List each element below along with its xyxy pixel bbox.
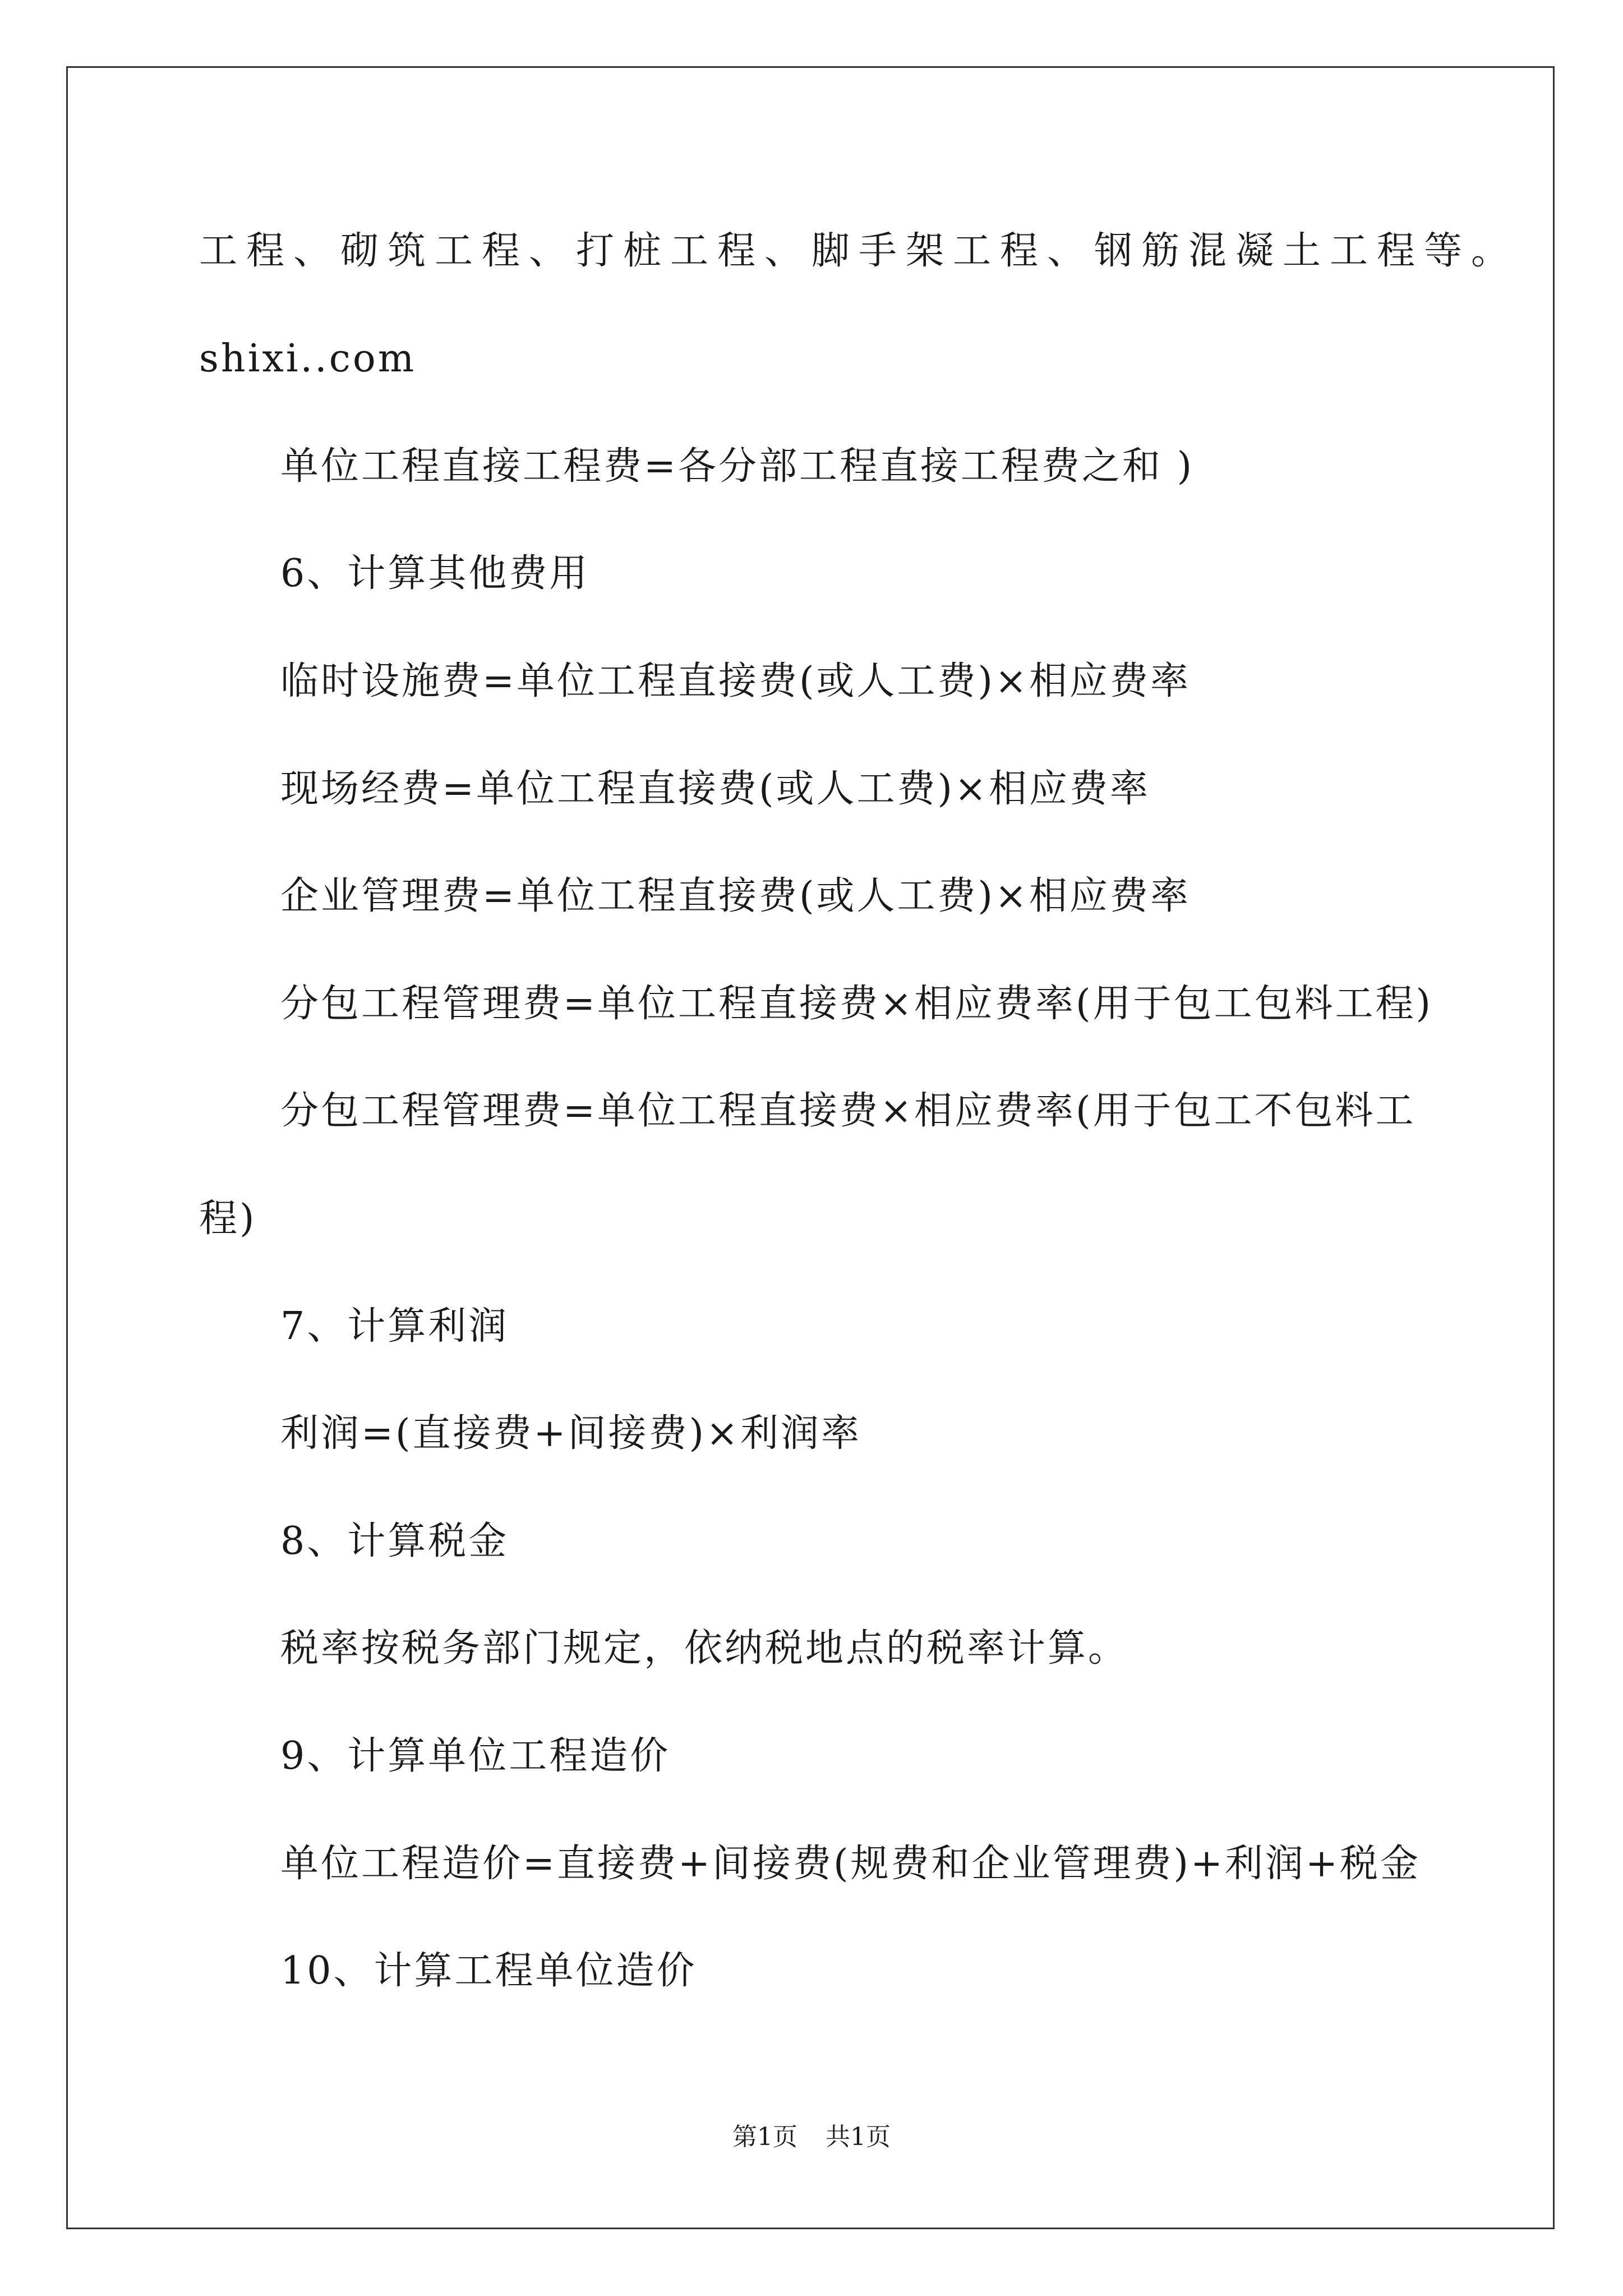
text-line-14: 税率按税务部门规定，依纳税地点的税率计算。 <box>280 1626 1129 1671</box>
text-line-17: 10、计算工程单位造价 <box>280 1949 697 1993</box>
text-line-10: 程) <box>199 1197 257 1241</box>
text-line-6: 现场经费=单位工程直接费(或人工费)×相应费率 <box>280 767 1151 811</box>
text-line-15: 9、计算单位工程造价 <box>280 1734 671 1778</box>
text-line-1: 工程、砌筑工程、打桩工程、脚手架工程、钢筋混凝土工程等。 <box>199 229 1519 273</box>
text-line-13: 8、计算税金 <box>280 1519 509 1563</box>
text-line-5: 临时设施费=单位工程直接费(或人工费)×相应费率 <box>280 659 1191 703</box>
text-line-11: 7、计算利润 <box>280 1304 509 1349</box>
page-border <box>66 66 1555 2229</box>
page-total: 共1页 <box>826 2123 891 2151</box>
page-footer <box>0 2120 1623 2154</box>
text-line-4: 6、计算其他费用 <box>280 551 590 596</box>
text-line-12: 利润=(直接费+间接费)×利润率 <box>280 1411 861 1456</box>
text-line-9: 分包工程管理费=单位工程直接费×相应费率(用于包工不包料工 <box>280 1089 1416 1133</box>
page-number: 第1页 <box>732 2123 797 2151</box>
text-line-7: 企业管理费=单位工程直接费(或人工费)×相应费率 <box>280 874 1191 918</box>
text-line-16: 单位工程造价=直接费+间接费(规费和企业管理费)+利润+税金 <box>280 1842 1421 1886</box>
text-line-8: 分包工程管理费=单位工程直接费×相应费率(用于包工包料工程) <box>280 982 1433 1026</box>
text-line-2: shixi..com <box>199 337 417 381</box>
text-line-3: 单位工程直接工程费=各分部工程直接工程费之和 ) <box>280 444 1195 489</box>
